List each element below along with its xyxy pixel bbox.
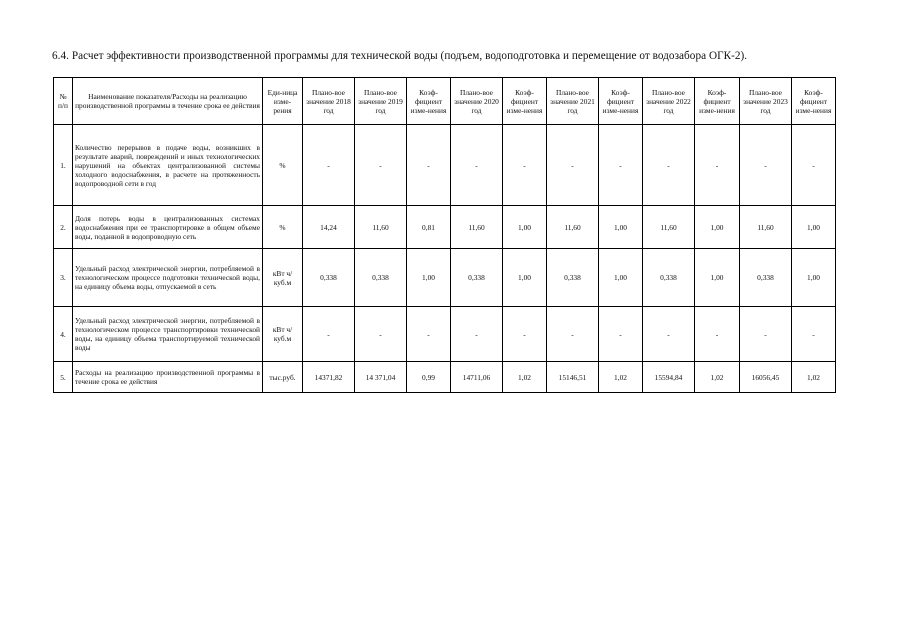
row-num: 5. [54, 362, 73, 393]
value-cell: - [451, 125, 503, 206]
header-coef-2023: Коэф-фициент изме-нения [792, 78, 836, 125]
value-cell: 15594,84 [643, 362, 695, 393]
header-plan-2023: Плано-вое значение 2023 год [740, 78, 792, 125]
header-plan-2019: Плано-вое значение 2019 год [355, 78, 407, 125]
value-cell: - [303, 125, 355, 206]
value-cell: 1,02 [599, 362, 643, 393]
value-cell: 11,60 [740, 206, 792, 249]
header-plan-2020: Плано-вое значение 2020 год [451, 78, 503, 125]
header-num: № п/п [54, 78, 73, 125]
value-cell: - [792, 125, 836, 206]
row-unit: % [263, 206, 303, 249]
header-coef-2021: Коэф-фициент изме-нения [599, 78, 643, 125]
row-num: 3. [54, 249, 73, 307]
row-unit: кВт ч/куб.м [263, 307, 303, 362]
row-num: 2. [54, 206, 73, 249]
table-row [54, 362, 836, 393]
header-coef-2022: Коэф-фициент изме-нения [695, 78, 740, 125]
row-unit: тыс.руб. [263, 362, 303, 393]
value-cell: 11,60 [547, 206, 599, 249]
value-cell: 1,02 [695, 362, 740, 393]
value-cell: 0,338 [643, 249, 695, 307]
value-cell: 0,338 [355, 249, 407, 307]
value-cell: - [451, 307, 503, 362]
value-cell: 1,02 [792, 362, 836, 393]
value-cell: 1,00 [599, 249, 643, 307]
row-name: Удельный расход электрической энергии, потребляемой в технологическом процессе транспортировки технической воды, на единицу объема транспортируемой технической воды [73, 307, 263, 362]
row-unit: % [263, 125, 303, 206]
row-num: 1. [54, 125, 73, 206]
value-cell: 11,60 [355, 206, 407, 249]
value-cell: 1,00 [792, 206, 836, 249]
value-cell: - [355, 307, 407, 362]
table-row [54, 125, 836, 206]
value-cell: 14,24 [303, 206, 355, 249]
page-title: 6.4. Расчет эффективности производственной программы для технической воды (подъем, водоподготовка и перемещение от водозабора ОГК-2). [52, 50, 748, 62]
header-name: Наименование показателя/Расходы на реализацию производственной программы в течение срока ее действия [73, 78, 263, 125]
value-cell: - [643, 125, 695, 206]
value-cell: 1,02 [503, 362, 547, 393]
value-cell: 1,00 [503, 249, 547, 307]
value-cell: - [792, 307, 836, 362]
efficiency-table [53, 77, 836, 393]
value-cell: - [303, 307, 355, 362]
value-cell: 1,00 [695, 206, 740, 249]
value-cell: 15146,51 [547, 362, 599, 393]
row-unit: кВт ч/куб.м [263, 249, 303, 307]
value-cell: - [740, 125, 792, 206]
value-cell: - [547, 125, 599, 206]
table-row [54, 307, 836, 362]
value-cell: 1,00 [503, 206, 547, 249]
header-unit: Еди-ница изме-рения [263, 78, 303, 125]
value-cell: 1,00 [407, 249, 451, 307]
table-row [54, 249, 836, 307]
header-plan-2018: Плано-вое значение 2018 год [303, 78, 355, 125]
value-cell: 0,338 [451, 249, 503, 307]
value-cell: - [643, 307, 695, 362]
value-cell: 16056,45 [740, 362, 792, 393]
value-cell: - [599, 307, 643, 362]
table-row [54, 206, 836, 249]
header-coef-2020: Коэф-фициент изме-нения [503, 78, 547, 125]
value-cell: - [503, 307, 547, 362]
value-cell: - [695, 125, 740, 206]
value-cell: 14371,82 [303, 362, 355, 393]
value-cell: 0,338 [547, 249, 599, 307]
row-name: Доля потерь воды в централизованных системах водоснабжения при ее транспортировке в общем объеме воды, поданной в водопроводную сеть [73, 206, 263, 249]
value-cell: 14711,06 [451, 362, 503, 393]
value-cell: - [407, 307, 451, 362]
value-cell: 11,60 [451, 206, 503, 249]
row-name: Расходы на реализацию производственной программы в течение срока ее действия [73, 362, 263, 393]
header-plan-2022: Плано-вое значение 2022 год [643, 78, 695, 125]
header-coef-2019: Коэф-фициент изме-нения [407, 78, 451, 125]
value-cell: - [503, 125, 547, 206]
value-cell: - [599, 125, 643, 206]
value-cell: 1,00 [599, 206, 643, 249]
value-cell: 0,338 [740, 249, 792, 307]
value-cell: - [547, 307, 599, 362]
header-plan-2021: Плано-вое значение 2021 год [547, 78, 599, 125]
value-cell: 14 371,04 [355, 362, 407, 393]
value-cell: 0,81 [407, 206, 451, 249]
value-cell: 1,00 [695, 249, 740, 307]
value-cell: 0,99 [407, 362, 451, 393]
value-cell: - [695, 307, 740, 362]
value-cell: - [740, 307, 792, 362]
table-header-row [54, 78, 836, 125]
value-cell: 1,00 [792, 249, 836, 307]
value-cell: 0,338 [303, 249, 355, 307]
value-cell: - [407, 125, 451, 206]
value-cell: - [355, 125, 407, 206]
row-name: Количество перерывов в подаче воды, возникших в результате аварий, повреждений и иных технологических нарушений на объектах централизованной системы холодного водоснабжения, в расчете на протяженность водопроводной сети в год [73, 125, 263, 206]
row-name: Удельный расход электрической энергии, потребляемой в технологическом процессе подготовки технической воды, на единицу объема воды, отпускаемой в сеть [73, 249, 263, 307]
value-cell: 11,60 [643, 206, 695, 249]
row-num: 4. [54, 307, 73, 362]
